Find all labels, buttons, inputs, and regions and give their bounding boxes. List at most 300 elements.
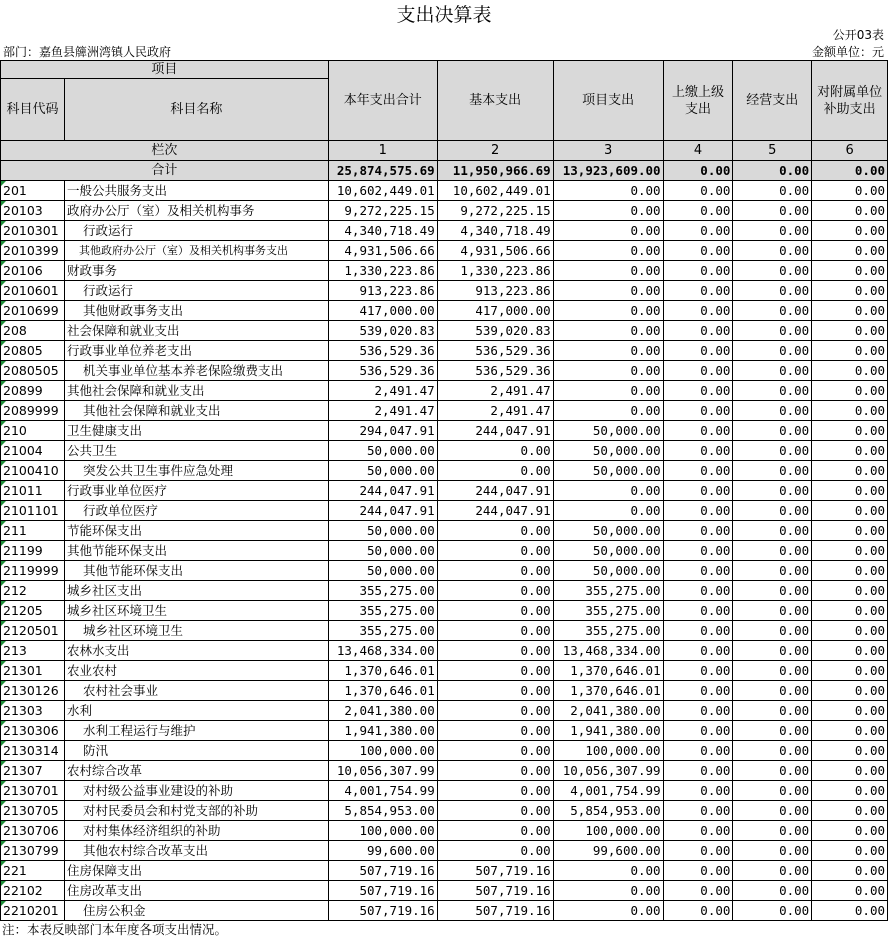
amount-cell: 0.00 bbox=[663, 341, 733, 361]
amount-cell: 0.00 bbox=[663, 361, 733, 381]
table-row bbox=[1, 621, 888, 641]
subject-name: 防汛 bbox=[64, 741, 328, 761]
table-row bbox=[1, 681, 888, 701]
amount-cell: 0.00 bbox=[812, 421, 888, 441]
amount-cell: 0.00 bbox=[812, 261, 888, 281]
amount-cell: 244,047.91 bbox=[328, 501, 437, 521]
subject-name: 农村社会事业 bbox=[64, 681, 328, 701]
amount-cell: 0.00 bbox=[733, 441, 812, 461]
amount-cell: 0.00 bbox=[812, 601, 888, 621]
subject-code: 21011 bbox=[1, 481, 65, 501]
amount-cell: 50,000.00 bbox=[553, 421, 663, 441]
amount-cell: 0.00 bbox=[553, 501, 663, 521]
amount-cell: 0.00 bbox=[733, 241, 812, 261]
amount-cell: 355,275.00 bbox=[328, 581, 437, 601]
amount-cell: 0.00 bbox=[733, 781, 812, 801]
subject-name: 水利 bbox=[64, 701, 328, 721]
table-row bbox=[1, 261, 888, 281]
amount-cell: 294,047.91 bbox=[328, 421, 437, 441]
total-label: 合计 bbox=[1, 161, 329, 181]
amount-cell: 0.00 bbox=[437, 601, 553, 621]
subject-name: 对村级公益事业建设的补助 bbox=[64, 781, 328, 801]
amount-cell: 100,000.00 bbox=[553, 821, 663, 841]
amount-cell: 0.00 bbox=[553, 861, 663, 881]
amount-cell: 50,000.00 bbox=[553, 521, 663, 541]
table-row bbox=[1, 361, 888, 381]
amount-cell: 0.00 bbox=[733, 481, 812, 501]
amount-cell: 50,000.00 bbox=[328, 521, 437, 541]
subject-name: 住房改革支出 bbox=[64, 881, 328, 901]
amount-cell: 0.00 bbox=[663, 561, 733, 581]
amount-cell: 0.00 bbox=[437, 841, 553, 861]
amount-cell: 0.00 bbox=[733, 401, 812, 421]
table-row bbox=[1, 441, 888, 461]
amount-cell: 0.00 bbox=[733, 501, 812, 521]
amount-cell: 0.00 bbox=[663, 641, 733, 661]
amount-cell: 0.00 bbox=[812, 841, 888, 861]
amount-cell: 0.00 bbox=[663, 801, 733, 821]
amount-cell: 0.00 bbox=[733, 301, 812, 321]
subject-name: 节能环保支出 bbox=[64, 521, 328, 541]
amount-cell: 539,020.83 bbox=[437, 321, 553, 341]
amount-cell: 0.00 bbox=[733, 421, 812, 441]
table-row bbox=[1, 321, 888, 341]
amount-cell: 536,529.36 bbox=[437, 341, 553, 361]
amount-cell: 0.00 bbox=[812, 281, 888, 301]
total-value: 13,923,609.00 bbox=[553, 161, 663, 181]
amount-cell: 100,000.00 bbox=[328, 741, 437, 761]
subject-code: 21303 bbox=[1, 701, 65, 721]
amount-cell: 244,047.91 bbox=[437, 481, 553, 501]
amount-cell: 507,719.16 bbox=[328, 901, 437, 921]
amount-cell: 0.00 bbox=[812, 401, 888, 421]
amount-cell: 355,275.00 bbox=[553, 621, 663, 641]
amount-cell: 0.00 bbox=[812, 861, 888, 881]
unit-label: 金额单位：元 bbox=[811, 45, 884, 59]
subject-code: 21205 bbox=[1, 601, 65, 621]
amount-cell: 50,000.00 bbox=[553, 541, 663, 561]
amount-cell: 1,370,646.01 bbox=[553, 661, 663, 681]
amount-cell: 507,719.16 bbox=[437, 861, 553, 881]
amount-cell: 100,000.00 bbox=[328, 821, 437, 841]
amount-cell: 0.00 bbox=[553, 341, 663, 361]
table-row bbox=[1, 881, 888, 901]
amount-cell: 2,491.47 bbox=[437, 401, 553, 421]
amount-cell: 0.00 bbox=[733, 561, 812, 581]
table-row bbox=[1, 641, 888, 661]
subject-code: 2010601 bbox=[1, 281, 65, 301]
amount-cell: 0.00 bbox=[663, 281, 733, 301]
amount-cell: 417,000.00 bbox=[328, 301, 437, 321]
subject-name: 行政单位医疗 bbox=[64, 501, 328, 521]
subject-code: 2101101 bbox=[1, 501, 65, 521]
amount-cell: 0.00 bbox=[553, 361, 663, 381]
subject-name: 其他节能环保支出 bbox=[64, 541, 328, 561]
subject-name: 一般公共服务支出 bbox=[64, 181, 328, 201]
table-row bbox=[1, 381, 888, 401]
amount-cell: 0.00 bbox=[812, 561, 888, 581]
amount-cell: 0.00 bbox=[553, 241, 663, 261]
expenditure-table bbox=[0, 60, 888, 921]
amount-cell: 0.00 bbox=[733, 321, 812, 341]
amount-cell: 2,041,380.00 bbox=[553, 701, 663, 721]
table-row bbox=[1, 721, 888, 741]
header-name: 科目名称 bbox=[64, 79, 328, 141]
amount-cell: 4,931,506.66 bbox=[328, 241, 437, 261]
table-row bbox=[1, 901, 888, 921]
amount-cell: 0.00 bbox=[733, 581, 812, 601]
amount-cell: 913,223.86 bbox=[328, 281, 437, 301]
amount-cell: 0.00 bbox=[812, 521, 888, 541]
subject-code: 210 bbox=[1, 421, 65, 441]
amount-cell: 0.00 bbox=[812, 721, 888, 741]
subject-code: 21307 bbox=[1, 761, 65, 781]
amount-cell: 0.00 bbox=[812, 341, 888, 361]
amount-cell: 100,000.00 bbox=[553, 741, 663, 761]
amount-cell: 0.00 bbox=[437, 761, 553, 781]
table-row bbox=[1, 341, 888, 361]
total-value: 0.00 bbox=[663, 161, 733, 181]
amount-cell: 0.00 bbox=[663, 681, 733, 701]
header-col-3: 项目支出 bbox=[553, 61, 663, 141]
amount-cell: 0.00 bbox=[663, 541, 733, 561]
amount-cell: 0.00 bbox=[553, 181, 663, 201]
amount-cell: 0.00 bbox=[437, 441, 553, 461]
amount-cell: 0.00 bbox=[812, 681, 888, 701]
subject-name: 卫生健康支出 bbox=[64, 421, 328, 441]
lanci-num: 1 bbox=[328, 141, 437, 161]
table-row bbox=[1, 401, 888, 421]
amount-cell: 0.00 bbox=[437, 741, 553, 761]
table-row bbox=[1, 301, 888, 321]
amount-cell: 0.00 bbox=[663, 861, 733, 881]
subject-name: 对村集体经济组织的补助 bbox=[64, 821, 328, 841]
header-item: 项目 bbox=[1, 61, 329, 79]
amount-cell: 0.00 bbox=[553, 281, 663, 301]
amount-cell: 0.00 bbox=[663, 661, 733, 681]
amount-cell: 0.00 bbox=[733, 701, 812, 721]
subject-code: 2130799 bbox=[1, 841, 65, 861]
amount-cell: 0.00 bbox=[812, 481, 888, 501]
amount-cell: 355,275.00 bbox=[328, 621, 437, 641]
table-row bbox=[1, 741, 888, 761]
amount-cell: 99,600.00 bbox=[328, 841, 437, 861]
total-value: 0.00 bbox=[812, 161, 888, 181]
table-row bbox=[1, 201, 888, 221]
subject-code: 2100410 bbox=[1, 461, 65, 481]
amount-cell: 0.00 bbox=[733, 261, 812, 281]
lanci-num: 6 bbox=[812, 141, 888, 161]
amount-cell: 1,330,223.86 bbox=[328, 261, 437, 281]
subject-code: 20899 bbox=[1, 381, 65, 401]
amount-cell: 0.00 bbox=[663, 781, 733, 801]
subject-code: 20805 bbox=[1, 341, 65, 361]
amount-cell: 417,000.00 bbox=[437, 301, 553, 321]
lanci-num: 2 bbox=[437, 141, 553, 161]
amount-cell: 50,000.00 bbox=[328, 461, 437, 481]
amount-cell: 50,000.00 bbox=[553, 561, 663, 581]
amount-cell: 0.00 bbox=[812, 761, 888, 781]
subject-code: 201 bbox=[1, 181, 65, 201]
amount-cell: 0.00 bbox=[812, 221, 888, 241]
subject-code: 2010301 bbox=[1, 221, 65, 241]
amount-cell: 0.00 bbox=[663, 221, 733, 241]
amount-cell: 0.00 bbox=[663, 421, 733, 441]
amount-cell: 0.00 bbox=[663, 741, 733, 761]
amount-cell: 0.00 bbox=[812, 661, 888, 681]
header-col-4: 上缴上级支出 bbox=[663, 61, 733, 141]
subject-name: 农业农村 bbox=[64, 661, 328, 681]
subject-code: 2119999 bbox=[1, 561, 65, 581]
subject-name: 其他社会保障和就业支出 bbox=[64, 401, 328, 421]
subject-code: 2130306 bbox=[1, 721, 65, 741]
amount-cell: 0.00 bbox=[733, 181, 812, 201]
subject-name: 其他财政事务支出 bbox=[64, 301, 328, 321]
amount-cell: 0.00 bbox=[437, 621, 553, 641]
subject-code: 211 bbox=[1, 521, 65, 541]
amount-cell: 0.00 bbox=[812, 541, 888, 561]
amount-cell: 0.00 bbox=[812, 881, 888, 901]
lanci-num: 3 bbox=[553, 141, 663, 161]
amount-cell: 0.00 bbox=[812, 641, 888, 661]
amount-cell: 0.00 bbox=[663, 401, 733, 421]
amount-cell: 0.00 bbox=[553, 301, 663, 321]
amount-cell: 0.00 bbox=[437, 541, 553, 561]
amount-cell: 244,047.91 bbox=[328, 481, 437, 501]
amount-cell: 4,001,754.99 bbox=[553, 781, 663, 801]
header-col-1: 本年支出合计 bbox=[328, 61, 437, 141]
amount-cell: 0.00 bbox=[733, 601, 812, 621]
amount-cell: 4,340,718.49 bbox=[437, 221, 553, 241]
amount-cell: 0.00 bbox=[812, 801, 888, 821]
amount-cell: 0.00 bbox=[812, 321, 888, 341]
table-row bbox=[1, 661, 888, 681]
amount-cell: 0.00 bbox=[663, 201, 733, 221]
amount-cell: 0.00 bbox=[733, 681, 812, 701]
amount-cell: 0.00 bbox=[733, 641, 812, 661]
amount-cell: 0.00 bbox=[437, 721, 553, 741]
subject-code: 20103 bbox=[1, 201, 65, 221]
amount-cell: 0.00 bbox=[437, 661, 553, 681]
amount-cell: 536,529.36 bbox=[328, 361, 437, 381]
amount-cell: 507,719.16 bbox=[437, 881, 553, 901]
subject-name: 其他社会保障和就业支出 bbox=[64, 381, 328, 401]
amount-cell: 0.00 bbox=[663, 761, 733, 781]
amount-cell: 539,020.83 bbox=[328, 321, 437, 341]
subject-code: 2130126 bbox=[1, 681, 65, 701]
amount-cell: 0.00 bbox=[553, 321, 663, 341]
table-row bbox=[1, 481, 888, 501]
amount-cell: 0.00 bbox=[733, 541, 812, 561]
amount-cell: 244,047.91 bbox=[437, 501, 553, 521]
amount-cell: 1,941,380.00 bbox=[553, 721, 663, 741]
amount-cell: 1,370,646.01 bbox=[553, 681, 663, 701]
amount-cell: 0.00 bbox=[663, 821, 733, 841]
amount-cell: 0.00 bbox=[812, 241, 888, 261]
amount-cell: 50,000.00 bbox=[328, 441, 437, 461]
amount-cell: 0.00 bbox=[733, 661, 812, 681]
amount-cell: 0.00 bbox=[663, 301, 733, 321]
amount-cell: 355,275.00 bbox=[328, 601, 437, 621]
subject-name: 农林水支出 bbox=[64, 641, 328, 661]
table-row bbox=[1, 541, 888, 561]
amount-cell: 0.00 bbox=[437, 821, 553, 841]
subject-name: 财政事务 bbox=[64, 261, 328, 281]
table-row bbox=[1, 521, 888, 541]
amount-cell: 0.00 bbox=[812, 201, 888, 221]
amount-cell: 13,468,334.00 bbox=[553, 641, 663, 661]
amount-cell: 0.00 bbox=[812, 301, 888, 321]
amount-cell: 0.00 bbox=[663, 381, 733, 401]
subject-name: 政府办公厅（室）及相关机构事务 bbox=[64, 201, 328, 221]
footnote: 注：本表反映部门本年度各项支出情况。 bbox=[2, 922, 228, 937]
header-col-5: 经营支出 bbox=[733, 61, 812, 141]
subject-code: 2210201 bbox=[1, 901, 65, 921]
subject-name: 行政事业单位养老支出 bbox=[64, 341, 328, 361]
amount-cell: 50,000.00 bbox=[328, 541, 437, 561]
amount-cell: 0.00 bbox=[733, 861, 812, 881]
subject-code: 2010699 bbox=[1, 301, 65, 321]
amount-cell: 0.00 bbox=[733, 341, 812, 361]
amount-cell: 507,719.16 bbox=[437, 901, 553, 921]
subject-name: 其他农村综合改革支出 bbox=[64, 841, 328, 861]
table-row bbox=[1, 221, 888, 241]
subject-name: 机关事业单位基本养老保险缴费支出 bbox=[64, 361, 328, 381]
subject-code: 21199 bbox=[1, 541, 65, 561]
amount-cell: 0.00 bbox=[812, 441, 888, 461]
amount-cell: 13,468,334.00 bbox=[328, 641, 437, 661]
amount-cell: 507,719.16 bbox=[328, 861, 437, 881]
table-row bbox=[1, 461, 888, 481]
header-code: 科目代码 bbox=[1, 79, 65, 141]
lanci-num: 4 bbox=[663, 141, 733, 161]
amount-cell: 50,000.00 bbox=[328, 561, 437, 581]
amount-cell: 2,041,380.00 bbox=[328, 701, 437, 721]
subject-code: 213 bbox=[1, 641, 65, 661]
table-row bbox=[1, 821, 888, 841]
subject-name: 农村综合改革 bbox=[64, 761, 328, 781]
amount-cell: 0.00 bbox=[663, 521, 733, 541]
amount-cell: 0.00 bbox=[663, 601, 733, 621]
amount-cell: 0.00 bbox=[663, 621, 733, 641]
subject-name: 行政运行 bbox=[64, 221, 328, 241]
subject-code: 208 bbox=[1, 321, 65, 341]
amount-cell: 0.00 bbox=[663, 261, 733, 281]
subject-name: 水利工程运行与维护 bbox=[64, 721, 328, 741]
amount-cell: 0.00 bbox=[812, 621, 888, 641]
subject-code: 212 bbox=[1, 581, 65, 601]
amount-cell: 0.00 bbox=[812, 821, 888, 841]
amount-cell: 244,047.91 bbox=[437, 421, 553, 441]
amount-cell: 0.00 bbox=[733, 521, 812, 541]
amount-cell: 2,491.47 bbox=[437, 381, 553, 401]
amount-cell: 0.00 bbox=[733, 881, 812, 901]
amount-cell: 0.00 bbox=[437, 701, 553, 721]
amount-cell: 4,931,506.66 bbox=[437, 241, 553, 261]
subject-name: 对村民委员会和村党支部的补助 bbox=[64, 801, 328, 821]
amount-cell: 536,529.36 bbox=[437, 361, 553, 381]
amount-cell: 913,223.86 bbox=[437, 281, 553, 301]
amount-cell: 0.00 bbox=[663, 481, 733, 501]
amount-cell: 0.00 bbox=[812, 381, 888, 401]
amount-cell: 5,854,953.00 bbox=[328, 801, 437, 821]
subject-name: 城乡社区支出 bbox=[64, 581, 328, 601]
table-row bbox=[1, 421, 888, 441]
table-row bbox=[1, 561, 888, 581]
amount-cell: 0.00 bbox=[733, 461, 812, 481]
amount-cell: 0.00 bbox=[663, 581, 733, 601]
amount-cell: 0.00 bbox=[663, 461, 733, 481]
amount-cell: 0.00 bbox=[663, 441, 733, 461]
amount-cell: 0.00 bbox=[437, 521, 553, 541]
subject-code: 2130706 bbox=[1, 821, 65, 841]
subject-name: 社会保障和就业支出 bbox=[64, 321, 328, 341]
amount-cell: 0.00 bbox=[733, 741, 812, 761]
total-value: 11,950,966.69 bbox=[437, 161, 553, 181]
amount-cell: 0.00 bbox=[733, 841, 812, 861]
amount-cell: 4,340,718.49 bbox=[328, 221, 437, 241]
amount-cell: 0.00 bbox=[663, 501, 733, 521]
subject-name: 行政运行 bbox=[64, 281, 328, 301]
amount-cell: 10,602,449.01 bbox=[437, 181, 553, 201]
amount-cell: 0.00 bbox=[663, 181, 733, 201]
table-row bbox=[1, 241, 888, 261]
amount-cell: 10,056,307.99 bbox=[328, 761, 437, 781]
amount-cell: 0.00 bbox=[733, 621, 812, 641]
amount-cell: 1,941,380.00 bbox=[328, 721, 437, 741]
amount-cell: 0.00 bbox=[437, 641, 553, 661]
amount-cell: 2,491.47 bbox=[328, 401, 437, 421]
total-row bbox=[1, 161, 888, 181]
amount-cell: 0.00 bbox=[733, 221, 812, 241]
amount-cell: 0.00 bbox=[553, 261, 663, 281]
lanci-num: 5 bbox=[733, 141, 812, 161]
table-row bbox=[1, 281, 888, 301]
amount-cell: 0.00 bbox=[812, 741, 888, 761]
subject-name: 突发公共卫生事件应急处理 bbox=[64, 461, 328, 481]
total-value: 0.00 bbox=[733, 161, 812, 181]
subject-name: 住房公积金 bbox=[64, 901, 328, 921]
amount-cell: 0.00 bbox=[663, 241, 733, 261]
amount-cell: 0.00 bbox=[437, 461, 553, 481]
table-row bbox=[1, 841, 888, 861]
department-label: 部门：嘉鱼县簰洲湾镇人民政府 bbox=[3, 45, 172, 59]
amount-cell: 0.00 bbox=[812, 501, 888, 521]
amount-cell: 0.00 bbox=[812, 901, 888, 921]
header-lanci: 栏次 bbox=[1, 141, 329, 161]
amount-cell: 0.00 bbox=[812, 181, 888, 201]
amount-cell: 0.00 bbox=[553, 221, 663, 241]
subject-code: 21004 bbox=[1, 441, 65, 461]
subject-code: 21301 bbox=[1, 661, 65, 681]
amount-cell: 2,491.47 bbox=[328, 381, 437, 401]
subject-name: 住房保障支出 bbox=[64, 861, 328, 881]
amount-cell: 0.00 bbox=[553, 481, 663, 501]
amount-cell: 0.00 bbox=[812, 781, 888, 801]
subject-code: 22102 bbox=[1, 881, 65, 901]
amount-cell: 0.00 bbox=[553, 881, 663, 901]
amount-cell: 0.00 bbox=[437, 681, 553, 701]
subject-name: 其他政府办公厅（室）及相关机构事务支出 bbox=[64, 241, 328, 261]
subject-code: 2120501 bbox=[1, 621, 65, 641]
amount-cell: 0.00 bbox=[733, 381, 812, 401]
amount-cell: 0.00 bbox=[812, 701, 888, 721]
total-value: 25,874,575.69 bbox=[328, 161, 437, 181]
amount-cell: 5,854,953.00 bbox=[553, 801, 663, 821]
amount-cell: 0.00 bbox=[733, 201, 812, 221]
table-row bbox=[1, 501, 888, 521]
amount-cell: 10,602,449.01 bbox=[328, 181, 437, 201]
